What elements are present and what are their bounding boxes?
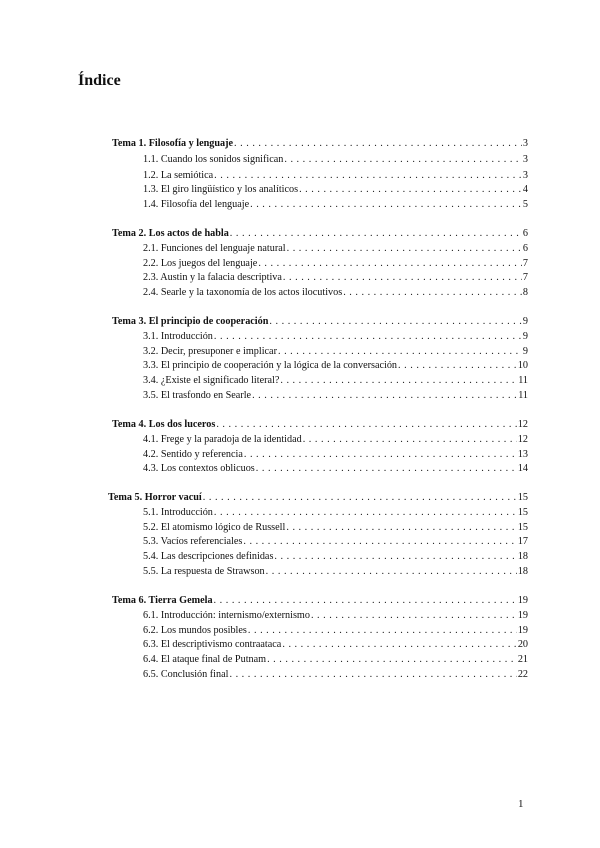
toc-entry-page: 7 xyxy=(522,258,528,269)
toc-dot-leader xyxy=(243,535,516,548)
toc-dot-leader xyxy=(216,418,517,431)
toc-entry-label: 4.3. Los contextos oblicuos xyxy=(143,463,255,474)
toc-section-entry[interactable] xyxy=(143,506,528,519)
toc-dot-leader xyxy=(248,624,517,637)
toc-entry-label: Tema 3. El principio de cooperación xyxy=(112,316,269,327)
toc-section-entry[interactable] xyxy=(143,153,528,166)
toc-entry-label: 3.2. Decir, presuponer e implicar xyxy=(143,346,277,357)
toc-section-entry[interactable] xyxy=(143,198,528,211)
toc-entry-label: 3.4. ¿Existe el significado literal? xyxy=(143,375,280,386)
toc-entry-label: 2.3. Austin y la falacia descriptiva xyxy=(143,272,282,283)
toc-entry-label: 6.1. Introducción: internismo/externismo xyxy=(143,610,310,621)
toc-dot-leader xyxy=(286,521,516,534)
toc-dot-leader xyxy=(203,491,517,504)
toc-entry-page: 11 xyxy=(518,375,528,386)
toc-entry-page: 13 xyxy=(517,449,528,460)
toc-section-entry[interactable] xyxy=(143,389,528,402)
toc-section-entry[interactable] xyxy=(143,183,528,196)
toc-section-entry[interactable] xyxy=(143,653,528,666)
toc-entry-page: 15 xyxy=(517,492,528,503)
toc-entry-label: Tema 4. Los dos luceros xyxy=(112,419,216,430)
toc-entry-page: 6 xyxy=(522,228,528,239)
toc-entry-page: 9 xyxy=(522,316,528,327)
toc-dot-leader xyxy=(287,242,522,255)
toc-dot-leader xyxy=(282,638,516,651)
toc-section-entry[interactable] xyxy=(143,271,528,284)
toc-entry-page: 21 xyxy=(517,654,528,665)
page-title: Índice xyxy=(78,72,121,89)
toc-section-entry[interactable] xyxy=(143,286,528,299)
toc-section-entry[interactable] xyxy=(143,169,528,182)
toc-entry-label: Tema 5. Horror vacuí xyxy=(108,492,202,503)
toc-dot-leader xyxy=(258,257,522,270)
page-number: 1 xyxy=(518,798,524,810)
toc-entry-page: 11 xyxy=(518,390,528,401)
toc-entry-label: 1.1. Cuando los sonidos significan xyxy=(143,154,284,165)
toc-entry-label: 4.2. Sentido y referencia xyxy=(143,449,243,460)
toc-entry-label: 2.1. Funciones del lenguaje natural xyxy=(143,243,286,254)
toc-section-entry[interactable] xyxy=(143,521,528,534)
toc-entry-page: 6 xyxy=(522,243,528,254)
toc-chapter-entry[interactable] xyxy=(112,418,528,431)
toc-chapter-entry[interactable] xyxy=(112,315,528,328)
toc-entry-page: 4 xyxy=(522,184,528,195)
toc-section-entry[interactable] xyxy=(143,550,528,563)
toc-entry-label: 5.5. La respuesta de Strawson xyxy=(143,566,265,577)
toc-dot-leader xyxy=(280,374,517,387)
toc-dot-leader xyxy=(343,286,522,299)
toc-entry-page: 14 xyxy=(517,463,528,474)
toc-entry-label: 1.4. Filosofía del lenguaje xyxy=(143,199,250,210)
toc-section-entry[interactable] xyxy=(143,535,528,548)
toc-section-entry[interactable] xyxy=(143,433,528,446)
toc-dot-leader xyxy=(214,594,517,607)
toc-entry-label: 3.5. El trasfondo en Searle xyxy=(143,390,252,401)
toc-entry-page: 3 xyxy=(522,154,528,165)
toc-dot-leader xyxy=(244,448,517,461)
toc-entry-label: 5.3. Vacíos referenciales xyxy=(143,536,243,547)
toc-entry-page: 15 xyxy=(517,522,528,533)
toc-entry-page: 9 xyxy=(522,346,528,357)
toc-section-entry[interactable] xyxy=(143,668,528,681)
toc-dot-leader xyxy=(214,169,522,182)
toc-dot-leader xyxy=(299,183,522,196)
toc-chapter-entry[interactable] xyxy=(112,137,528,150)
toc-dot-leader xyxy=(230,227,522,240)
toc-entry-label: 6.4. El ataque final de Putnam xyxy=(143,654,267,665)
toc-entry-page: 3 xyxy=(522,170,528,181)
toc-dot-leader xyxy=(274,550,516,563)
toc-entry-page: 18 xyxy=(517,566,528,577)
toc-section-entry[interactable] xyxy=(143,242,528,255)
toc-dot-leader xyxy=(267,653,517,666)
toc-chapter-entry[interactable] xyxy=(112,227,528,240)
toc-dot-leader xyxy=(214,506,517,519)
toc-entry-label: Tema 2. Los actos de habla xyxy=(112,228,229,239)
toc-entry-label: 5.1. Introducción xyxy=(143,507,213,518)
toc-entry-page: 19 xyxy=(517,610,528,621)
toc-dot-leader xyxy=(283,271,522,284)
toc-entry-label: 5.2. El atomismo lógico de Russell xyxy=(143,522,286,533)
toc-entry-label: 4.1. Frege y la paradoja de la identidad xyxy=(143,434,302,445)
toc-dot-leader xyxy=(303,433,517,446)
toc-entry-page: 8 xyxy=(522,287,528,298)
toc-entry-page: 17 xyxy=(517,536,528,547)
toc-entry-page: 18 xyxy=(517,551,528,562)
toc-dot-leader xyxy=(284,153,522,166)
toc-section-entry[interactable] xyxy=(143,609,528,622)
toc-section-entry[interactable] xyxy=(143,257,528,270)
toc-section-entry[interactable] xyxy=(143,638,528,651)
toc-dot-leader xyxy=(266,565,517,578)
toc-entry-page: 3 xyxy=(522,138,528,149)
toc-section-entry[interactable] xyxy=(143,345,528,358)
toc-entry-label: 5.4. Las descripciones definidas xyxy=(143,551,274,562)
toc-entry-page: 12 xyxy=(517,419,528,430)
toc-entry-page: 7 xyxy=(522,272,528,283)
toc-entry-page: 19 xyxy=(517,625,528,636)
toc-entry-page: 5 xyxy=(522,199,528,210)
toc-entry-label: 6.5. Conclusión final xyxy=(143,669,229,680)
toc-dot-leader xyxy=(269,315,522,328)
toc-entry-label: Tema 1. Filosofía y lenguaje xyxy=(112,138,234,149)
toc-entry-label: 3.3. El principio de cooperación y la lógica de la conversación xyxy=(143,360,398,371)
toc-entry-page: 19 xyxy=(517,595,528,606)
toc-dot-leader xyxy=(229,668,516,681)
toc-section-entry[interactable] xyxy=(143,374,528,387)
toc-entry-label: 3.1. Introducción xyxy=(143,331,213,342)
toc-section-entry[interactable] xyxy=(143,359,528,372)
toc-entry-label: Tema 6. Tierra Gemela xyxy=(112,595,213,606)
toc-entry-label: 6.3. El descriptivismo contraataca xyxy=(143,639,282,650)
toc-chapter-entry[interactable] xyxy=(108,491,528,504)
toc-entry-page: 9 xyxy=(522,331,528,342)
toc-entry-label: 1.3. El giro lingüístico y los analíticos xyxy=(143,184,299,195)
toc-chapter-entry[interactable] xyxy=(112,594,528,607)
toc-dot-leader xyxy=(311,609,517,622)
toc-dot-leader xyxy=(234,137,522,150)
toc-entry-page: 10 xyxy=(517,360,528,371)
toc-entry-label: 6.2. Los mundos posibles xyxy=(143,625,247,636)
toc-dot-leader xyxy=(252,389,517,402)
toc-section-entry[interactable] xyxy=(143,565,528,578)
toc-entry-page: 20 xyxy=(517,639,528,650)
toc-section-entry[interactable] xyxy=(143,462,528,475)
toc-entry-page: 22 xyxy=(517,669,528,680)
toc-section-entry[interactable] xyxy=(143,448,528,461)
toc-section-entry[interactable] xyxy=(143,330,528,343)
toc-section-entry[interactable] xyxy=(143,624,528,637)
toc-entry-label: 2.2. Los juegos del lenguaje xyxy=(143,258,258,269)
toc-entry-page: 15 xyxy=(517,507,528,518)
toc-entry-label: 1.2. La semiótica xyxy=(143,170,214,181)
toc-dot-leader xyxy=(278,345,522,358)
toc-dot-leader xyxy=(256,462,517,475)
toc-entry-page: 12 xyxy=(517,434,528,445)
toc-dot-leader xyxy=(398,359,517,372)
toc-entry-label: 2.4. Searle y la taxonomía de los actos ilocutivos xyxy=(143,287,343,298)
toc-dot-leader xyxy=(214,330,522,343)
toc-dot-leader xyxy=(250,198,522,211)
